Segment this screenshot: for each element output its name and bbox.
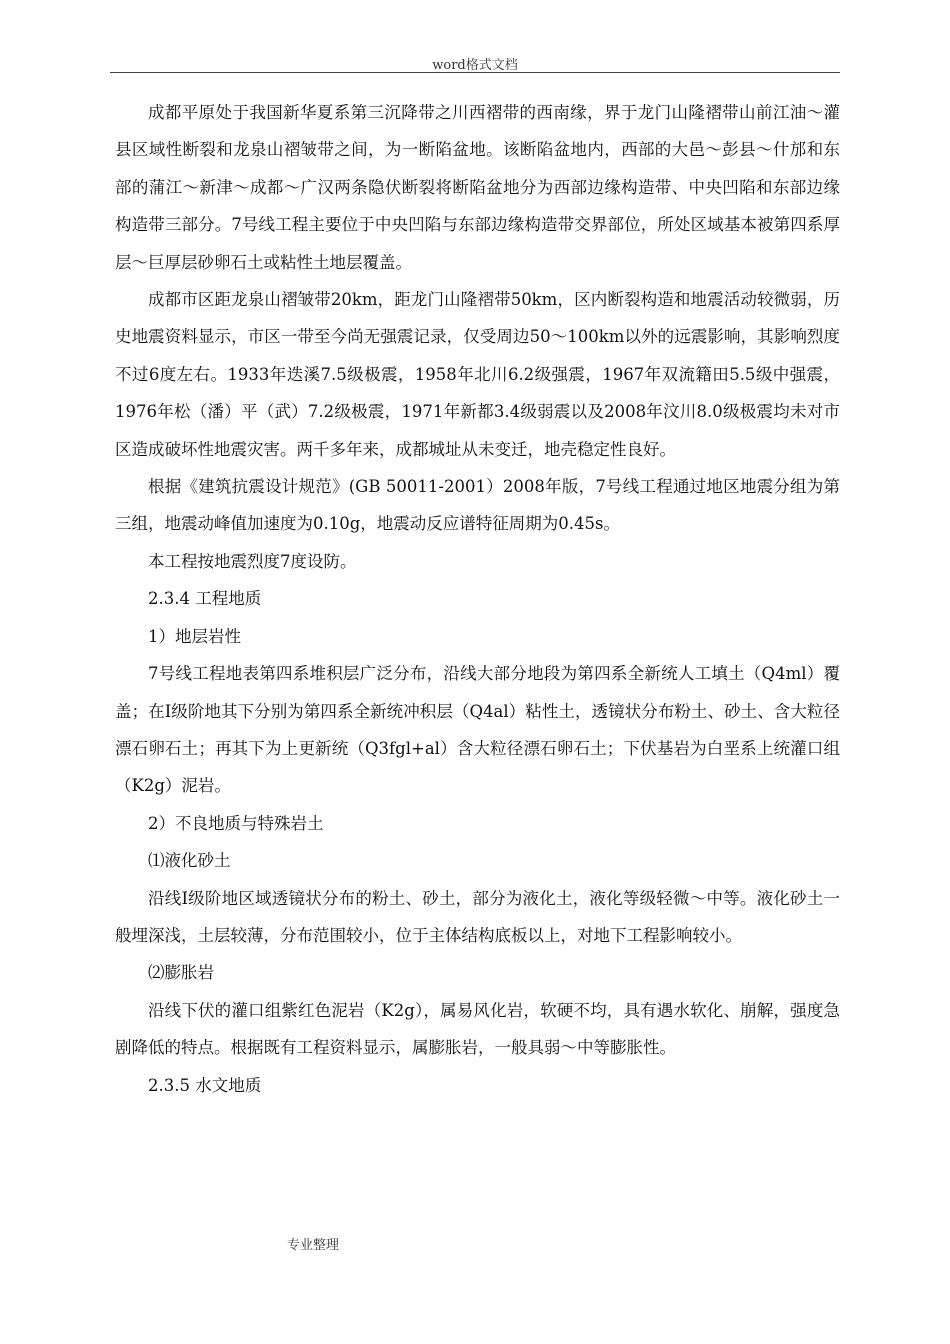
paragraph-seismic-code: 根据《建筑抗震设计规范》(GB 50011-2001）2008年版，7号线工程通过地区地震分组为第三组，地震动峰值加速度为0.10g，地震动反应谱特征周期为0.45s。 [115,477,840,534]
paragraph-seismic-history: 成都市区距龙泉山褶皱带20km，距龙门山隆褶带50km，区内断裂构造和地震活动较微弱，历史地震资料显示，市区一带至今尚无强震记录，仅受周边50～100km以外的远震影响，其影响烈度不过6度左右。1933年迭溪7.5级极震，1958年北川6.2级强震，1967年双流籍田5.5级中强震，1976年松（潘）平（武）7.2级极震，1971年新都3.4级弱震以及2008年汶川8.0级极震均未对市区造成破坏性地震灾害。两千多年来，成都城址从未变迁，地壳稳定性良好。 [115,290,840,459]
document-body [115,94,840,1104]
subheading-stratum-lithology: 1）地层岩性 [148,626,241,646]
section-heading-hydrogeology: 2.3.5 水文地质 [148,1075,262,1095]
header-rule [110,72,840,73]
paragraph-fortification: 本工程按地震烈度7度设防。 [148,551,357,571]
paragraph-liquefied-sand: 沿线Ⅰ级阶地区域透镜状分布的粉土、砂土，部分为液化土，液化等级轻微～中等。液化砂土一般埋深浅，土层较薄，分布范围较小，位于主体结构底板以上，对地下工程影响较小。 [115,888,840,945]
paragraph-expansive-rock: 沿线下伏的灌口组紫红色泥岩（K2g），属易风化岩，软硬不均，具有遇水软化、崩解，强度急剧降低的特点。根据既有工程资料显示，属膨胀岩，一般具弱～中等膨胀性。 [115,1000,840,1058]
paragraph-stratum-lithology: 7号线工程地表第四系堆积层广泛分布，沿线大部分地段为第四系全新统人工填土（Q4ml）覆盖；在Ⅰ级阶地其下分别为第四系全新统冲积层（Q4al）粘性土，透镜状分布粉土、砂土、含大粒径漂石卵石土；再其下为上更新统（Q3fgl+al）含大粒径漂石卵石土；下伏基岩为白垩系上统灌口组（K2g）泥岩。 [115,664,840,796]
paragraph-geology-setting: 成都平原处于我国新华夏系第三沉降带之川西褶带的西南缘，界于龙门山隆褶带山前江油～灌县区域性断裂和龙泉山褶皱带之间，为一断陷盆地。该断陷盆地内，西部的大邑～彭县～什邡和东部的蒲江～新津～成都～广汉两条隐伏断裂将断陷盆地分为西部边缘构造带、中央凹陷和东部边缘构造带三部分。7号线工程主要位于中央凹陷与东部边缘构造带交界部位，所处区域基本被第四系厚层～巨厚层砂卵石土或粘性土地层覆盖。 [115,103,840,272]
subheading-adverse-geology: 2）不良地质与特殊岩土 [148,813,324,833]
subheading-expansive-rock: ⑵膨胀岩 [148,963,214,983]
page-header: word格式文档 [432,58,518,73]
subheading-liquefied-sand: ⑴液化砂土 [148,851,231,871]
section-heading-engineering-geology: 2.3.4 工程地质 [148,589,262,609]
page-footer: 专业整理 [287,1238,340,1253]
